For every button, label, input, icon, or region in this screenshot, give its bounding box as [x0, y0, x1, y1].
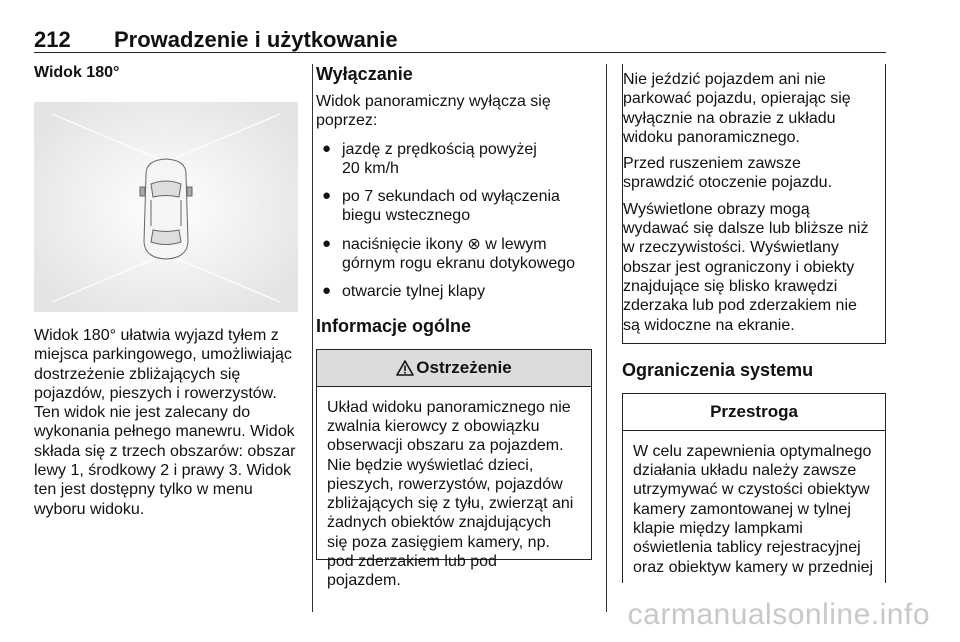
caution-line: oraz obiektyw kamery w przedniej	[633, 558, 874, 576]
column-right	[622, 64, 886, 583]
body-line: Nie jeździć pojazdem ani nie	[623, 71, 826, 88]
body-line: wydawać się dalsze lub bliższe niż	[623, 220, 869, 238]
caution-line: kamery zamontowanej w tylnej	[633, 500, 851, 518]
list-item	[316, 282, 592, 301]
body-line: Widok 180° ułatwia wyjazd tyłem z	[34, 327, 279, 344]
section-heading-system-limits: Ograniczenia systemu	[622, 359, 814, 380]
warning-line: zbliżających się z tyłu, zwierząt ani	[327, 495, 574, 513]
list-item-line: biegu wstecznego	[342, 207, 471, 225]
list-item-line: górnym rogu ekranu dotykowego	[342, 255, 576, 273]
body-line: widoku panoramicznego.	[623, 128, 800, 146]
caution-line: oświetlenia tablicy rejestracyjnej	[633, 539, 861, 557]
column-middle	[316, 64, 592, 590]
body-line: Przed ruszeniem zawsze	[623, 155, 801, 173]
body-line: Widok panoramiczny wyłącza się	[316, 93, 551, 110]
warning-box-continued	[622, 64, 886, 344]
body-line: zderzaka lub pod zderzakiem nie	[623, 297, 857, 315]
body-line: w rzeczywistości. Wyświetlany	[623, 239, 839, 257]
warning-line: pojazdem.	[327, 572, 401, 590]
warning-line: zwalnia kierowcy z obowiązku	[327, 417, 540, 435]
list-item-line: jazdę z prędkością powyżej	[342, 140, 537, 158]
body-line: sprawdzić otoczenie pojazdu.	[623, 174, 833, 192]
list-item-line: po 7 sekundach od wyłączenia	[342, 188, 560, 206]
warning-title: Ostrzeżenie	[416, 357, 512, 377]
body-line: wyboru widoku.	[34, 500, 145, 518]
body-line: lewy 1, środkowy 2 i prawy 3. Widok	[34, 462, 291, 480]
bullet-icon: ●	[322, 187, 332, 205]
list-item	[316, 140, 592, 179]
warning-continued-para	[623, 70, 879, 147]
section-body-180-view	[34, 326, 300, 519]
warning-line: obserwacji obszaru za pojazdem.	[327, 437, 564, 455]
caution-line: utrzymywać w czystości obiektyw	[633, 481, 870, 499]
column-left	[34, 64, 300, 519]
chapter-title: Prowadzenie i użytkowanie	[114, 27, 398, 52]
caution-line: klapie między lampkami	[633, 520, 803, 538]
bullet-icon: ●	[322, 234, 332, 252]
warning-continued-para	[623, 200, 879, 335]
list-item-line: otwarcie tylnej klapy	[342, 283, 486, 301]
warning-line: żadnych obiektów znajdujących	[327, 514, 552, 532]
caution-box	[622, 393, 886, 583]
body-line: pojazdów, pieszych i rowerzystów.	[34, 384, 277, 402]
bullet-icon: ●	[322, 282, 332, 300]
caution-line: działania układu należy zawsze	[633, 462, 857, 480]
section-heading-deactivation: Wyłączanie	[316, 64, 413, 84]
caution-body	[623, 431, 885, 583]
body-line: wykonania pełnego manewru. Widok	[34, 423, 295, 441]
warning-header	[317, 349, 591, 387]
warning-body	[317, 387, 591, 597]
warning-line: pieszych, rowerzystów, pojazdów	[327, 475, 563, 493]
warning-line: Układ widoku panoramicznego nie	[327, 398, 571, 416]
deactivation-list	[316, 140, 592, 302]
list-item-line: naciśnięcie ikony ⊗ w lewym	[342, 235, 547, 253]
body-line: dostrzeżenie zbliżających się	[34, 365, 241, 383]
camera-view-illustration	[34, 102, 298, 312]
body-line: wyłącznie na obrazie z układu	[623, 109, 836, 127]
body-line: Ten widok nie jest zalecany do	[34, 404, 251, 422]
watermark: carmanualsonline.info	[627, 598, 930, 631]
warning-line: się poza zasięgiem kamery, np.	[327, 533, 550, 551]
deactivation-intro	[316, 92, 592, 131]
warning-continued-para	[623, 154, 879, 193]
body-line: składa się z trzech obszarów: obszar	[34, 442, 296, 460]
list-item	[316, 187, 592, 226]
car-top-view-diagram	[34, 102, 298, 312]
warning-triangle-icon	[396, 360, 414, 376]
warning-box	[316, 349, 592, 590]
body-line: znajdujące się blisko krawędzi	[623, 277, 838, 295]
caution-line: W celu zapewnienia optymalnego	[633, 442, 872, 460]
section-heading-general-info: Informacje ogólne	[316, 315, 472, 336]
body-line: obszar jest ograniczony i obiekty	[623, 258, 855, 276]
body-line: ten jest dostępny tylko w menu	[34, 481, 253, 499]
warning-line: pod zderzakiem lub pod	[327, 553, 497, 571]
body-line: są widoczne na ekranie.	[623, 316, 795, 334]
page-number: 212	[34, 27, 71, 52]
warning-line: Nie będzie wyświetlać dzieci,	[327, 456, 534, 474]
body-line: poprzez:	[316, 112, 378, 130]
caution-header: Przestroga	[623, 393, 885, 431]
body-line: Wyświetlone obrazy mogą	[623, 200, 810, 218]
bullet-icon: ●	[322, 139, 332, 157]
column-divider	[312, 64, 313, 612]
page-header	[34, 22, 886, 53]
section-heading-180-view: Widok 180°	[34, 64, 120, 81]
list-item-line: 20 km/h	[342, 159, 399, 177]
body-line: miejsca parkingowego, umożliwiając	[34, 346, 292, 364]
column-divider	[606, 64, 607, 612]
list-item	[316, 235, 592, 274]
body-line: parkować pojazdu, opierając się	[623, 90, 851, 108]
